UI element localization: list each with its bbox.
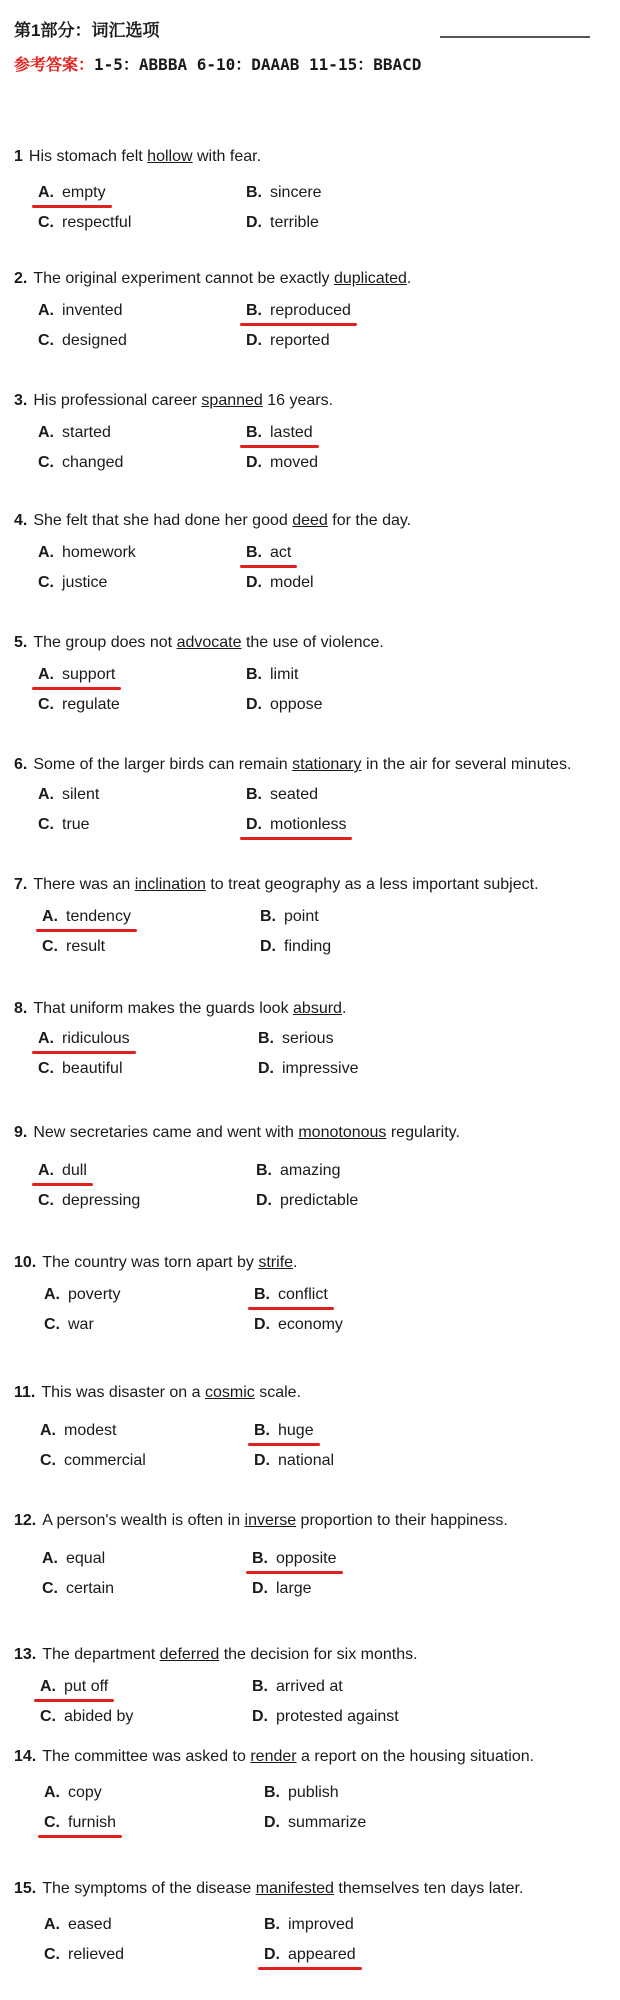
option-letter: A. xyxy=(38,786,54,803)
question-4 xyxy=(0,512,620,632)
option-d xyxy=(252,1580,312,1598)
keyword: advocate xyxy=(176,634,242,651)
option-text: copy xyxy=(68,1784,102,1801)
option-c xyxy=(40,1452,146,1470)
option-text: commercial xyxy=(64,1452,146,1469)
option-text: depressing xyxy=(62,1192,141,1209)
option-text: act xyxy=(270,544,292,561)
option-text: opposite xyxy=(276,1550,337,1567)
option-c xyxy=(38,332,127,350)
stem-text: The group does not xyxy=(33,634,177,651)
stem-text: to treat geography as a less important subject. xyxy=(205,876,539,893)
stem-text: Some of the larger birds can remain xyxy=(33,756,293,773)
option-d xyxy=(246,332,330,350)
option-letter: A. xyxy=(38,1030,54,1047)
option-letter: B. xyxy=(254,1422,270,1439)
option-text: modest xyxy=(64,1422,117,1439)
keyword: strife xyxy=(258,1254,294,1271)
option-text: poverty xyxy=(68,1286,121,1303)
option-b xyxy=(252,1550,337,1568)
option-c xyxy=(38,574,107,592)
question-stem xyxy=(14,392,333,410)
option-c xyxy=(38,696,120,714)
option-text: ridiculous xyxy=(62,1030,130,1047)
option-c xyxy=(42,938,105,956)
stem-text: with fear. xyxy=(192,148,262,165)
question-6 xyxy=(0,756,620,876)
option-letter: D. xyxy=(258,1060,274,1077)
option-a xyxy=(38,424,111,442)
option-c xyxy=(44,1316,94,1334)
option-letter: C. xyxy=(38,1192,54,1209)
option-letter: D. xyxy=(246,696,262,713)
option-b xyxy=(264,1916,354,1934)
option-letter: A. xyxy=(38,184,54,201)
question-stem xyxy=(14,876,539,894)
option-b xyxy=(260,908,319,926)
question-1 xyxy=(0,148,620,268)
question-number: 10. xyxy=(14,1254,37,1271)
option-text: abided by xyxy=(64,1708,134,1725)
question-stem xyxy=(14,1880,523,1898)
keyword: cosmic xyxy=(204,1384,255,1401)
option-text: amazing xyxy=(280,1162,341,1179)
option-text: summarize xyxy=(288,1814,367,1831)
question-number: 1 xyxy=(14,148,23,165)
keyword: manifested xyxy=(255,1880,334,1897)
option-text: protested against xyxy=(276,1708,399,1725)
stem-text: . xyxy=(293,1254,298,1271)
option-text: impressive xyxy=(282,1060,359,1077)
option-b xyxy=(246,184,322,202)
option-text: arrived at xyxy=(276,1678,343,1695)
question-stem xyxy=(14,1646,418,1664)
option-letter: A. xyxy=(40,1422,56,1439)
question-2 xyxy=(0,270,620,390)
option-c xyxy=(42,1580,114,1598)
stem-text: His stomach felt xyxy=(28,148,148,165)
stem-text: . xyxy=(341,1000,347,1017)
question-10 xyxy=(0,1254,620,1374)
option-letter: B. xyxy=(264,1916,280,1933)
option-b xyxy=(246,544,291,562)
stem-text: This was disaster on a xyxy=(41,1384,205,1401)
question-stem xyxy=(14,1254,297,1272)
option-text: oppose xyxy=(270,696,323,713)
option-text: motionless xyxy=(270,816,347,833)
option-text: predictable xyxy=(280,1192,359,1209)
stem-text: The original experiment cannot be exactly xyxy=(33,270,334,287)
option-d xyxy=(254,1452,334,1470)
option-text: sincere xyxy=(270,184,322,201)
option-a xyxy=(44,1286,120,1304)
option-text: equal xyxy=(66,1550,106,1567)
option-text: publish xyxy=(288,1784,339,1801)
option-c xyxy=(38,454,123,472)
header-title: 第1部分：词汇选项 xyxy=(14,21,160,40)
option-a xyxy=(38,302,123,320)
question-stem xyxy=(14,1748,534,1766)
option-letter: C. xyxy=(44,1316,60,1333)
option-text: relieved xyxy=(68,1946,125,1963)
option-text: economy xyxy=(278,1316,343,1333)
stem-text: in the air for several minutes. xyxy=(361,756,572,773)
keyword: deed xyxy=(292,512,328,529)
stem-text: The committee was asked to xyxy=(42,1748,251,1765)
stem-text: scale. xyxy=(254,1384,302,1401)
question-number: 8. xyxy=(14,1000,28,1017)
option-b xyxy=(246,424,313,442)
option-letter: C. xyxy=(40,1708,56,1725)
option-letter: B. xyxy=(246,184,262,201)
question-stem xyxy=(14,148,261,166)
option-letter: B. xyxy=(258,1030,274,1047)
option-letter: D. xyxy=(260,938,276,955)
option-d xyxy=(246,574,314,592)
option-letter: A. xyxy=(38,544,54,561)
option-text: huge xyxy=(278,1422,314,1439)
stem-text: His professional career xyxy=(33,392,202,409)
option-letter: C. xyxy=(42,938,58,955)
question-stem xyxy=(14,270,411,288)
stem-text: That uniform makes the guards look xyxy=(33,1000,294,1017)
question-9 xyxy=(0,1124,620,1244)
stem-text: for the day. xyxy=(327,512,412,529)
option-letter: A. xyxy=(38,302,54,319)
option-text: tendency xyxy=(66,908,131,925)
option-letter: D. xyxy=(246,454,262,471)
stem-text: the decision for six months. xyxy=(219,1646,418,1663)
option-letter: B. xyxy=(260,908,276,925)
option-letter: A. xyxy=(42,908,58,925)
keyword: render xyxy=(250,1748,297,1765)
question-stem xyxy=(14,512,411,530)
option-letter: C. xyxy=(38,816,54,833)
option-text: moved xyxy=(270,454,319,471)
keyword: inverse xyxy=(244,1512,297,1529)
option-c xyxy=(40,1708,133,1726)
option-b xyxy=(246,786,318,804)
option-a xyxy=(38,786,99,804)
header-mark xyxy=(440,36,590,38)
question-number: 13. xyxy=(14,1646,37,1663)
keyword: hollow xyxy=(147,148,193,165)
option-text: respectful xyxy=(62,214,132,231)
stem-text: The symptoms of the disease xyxy=(42,1880,256,1897)
option-a xyxy=(38,1030,130,1048)
question-number: 2. xyxy=(14,270,28,287)
option-b xyxy=(252,1678,343,1696)
option-letter: B. xyxy=(246,544,262,561)
option-text: silent xyxy=(62,786,100,803)
question-number: 3. xyxy=(14,392,28,409)
question-stem xyxy=(14,1000,346,1018)
option-letter: B. xyxy=(246,786,262,803)
option-letter: C. xyxy=(40,1452,56,1469)
question-stem xyxy=(14,634,384,652)
option-text: conflict xyxy=(278,1286,328,1303)
option-letter: D. xyxy=(254,1452,270,1469)
option-letter: B. xyxy=(246,424,262,441)
keyword: duplicated xyxy=(333,270,407,287)
option-text: terrible xyxy=(270,214,319,231)
option-letter: C. xyxy=(38,574,54,591)
option-a xyxy=(44,1784,102,1802)
keyword: absurd xyxy=(293,1000,342,1017)
option-letter: A. xyxy=(38,424,54,441)
option-text: reported xyxy=(270,332,330,349)
option-c xyxy=(38,816,90,834)
keyword: stationary xyxy=(292,756,362,773)
question-number: 9. xyxy=(14,1124,28,1141)
option-text: result xyxy=(66,938,106,955)
option-text: empty xyxy=(62,184,106,201)
option-b xyxy=(246,302,351,320)
stem-text: . xyxy=(406,270,412,287)
option-letter: B. xyxy=(252,1550,268,1567)
option-d xyxy=(246,214,319,232)
option-text: designed xyxy=(62,332,127,349)
option-letter: C. xyxy=(38,696,54,713)
option-text: justice xyxy=(62,574,108,591)
option-letter: C. xyxy=(38,214,54,231)
answer-key xyxy=(14,52,421,75)
keyword: deferred xyxy=(159,1646,220,1663)
option-a xyxy=(42,1550,105,1568)
option-c xyxy=(38,1192,140,1210)
option-d xyxy=(260,938,331,956)
answer-key-label: 参考答案： xyxy=(14,55,95,74)
option-a xyxy=(38,544,136,562)
question-8 xyxy=(0,1000,620,1120)
question-7 xyxy=(0,876,620,996)
stem-text: themselves ten days later. xyxy=(333,1880,524,1897)
option-text: furnish xyxy=(68,1814,117,1831)
option-letter: D. xyxy=(264,1814,280,1831)
option-letter: D. xyxy=(254,1316,270,1333)
option-text: seated xyxy=(270,786,319,803)
option-text: started xyxy=(62,424,111,441)
option-c xyxy=(38,1060,123,1078)
option-text: large xyxy=(276,1580,312,1597)
option-text: appeared xyxy=(288,1946,356,1963)
option-letter: A. xyxy=(44,1916,60,1933)
question-5 xyxy=(0,634,620,754)
question-number: 5. xyxy=(14,634,28,651)
option-text: true xyxy=(62,816,90,833)
option-text: changed xyxy=(62,454,124,471)
option-c xyxy=(44,1814,116,1832)
stem-text: There was an xyxy=(33,876,135,893)
question-number: 12. xyxy=(14,1512,37,1529)
option-text: dull xyxy=(62,1162,87,1179)
option-text: certain xyxy=(66,1580,115,1597)
option-letter: D. xyxy=(246,574,262,591)
option-text: reproduced xyxy=(270,302,351,319)
question-number: 11. xyxy=(14,1384,36,1401)
option-letter: D. xyxy=(252,1580,268,1597)
question-number: 7. xyxy=(14,876,28,893)
option-letter: C. xyxy=(42,1580,58,1597)
option-d xyxy=(264,1946,356,1964)
option-a xyxy=(44,1916,112,1934)
option-d xyxy=(252,1708,399,1726)
option-d xyxy=(246,454,318,472)
option-letter: A. xyxy=(38,1162,54,1179)
option-d xyxy=(256,1192,358,1210)
option-text: national xyxy=(278,1452,335,1469)
option-letter: D. xyxy=(256,1192,272,1209)
question-stem xyxy=(14,1384,301,1402)
question-12 xyxy=(0,1512,620,1632)
option-text: support xyxy=(62,666,116,683)
option-b xyxy=(254,1422,314,1440)
answer-key-text: 1-5：ABBBA 6-10：DAAAB 11-15：BBACD xyxy=(94,55,422,74)
option-text: model xyxy=(270,574,314,591)
question-number: 4. xyxy=(14,512,28,529)
stem-text: The department xyxy=(42,1646,160,1663)
option-letter: A. xyxy=(38,666,54,683)
option-text: eased xyxy=(68,1916,112,1933)
option-letter: C. xyxy=(44,1814,60,1831)
stem-text: proportion to their happiness. xyxy=(296,1512,508,1529)
option-letter: A. xyxy=(42,1550,58,1567)
option-a xyxy=(40,1422,116,1440)
option-letter: B. xyxy=(264,1784,280,1801)
option-letter: A. xyxy=(44,1784,60,1801)
option-letter: B. xyxy=(246,302,262,319)
stem-text: the use of violence. xyxy=(241,634,384,651)
question-number: 14. xyxy=(14,1748,37,1765)
question-11 xyxy=(0,1384,620,1504)
option-d xyxy=(254,1316,343,1334)
option-b xyxy=(246,666,298,684)
question-number: 6. xyxy=(14,756,28,773)
option-d xyxy=(246,696,323,714)
option-b xyxy=(264,1784,339,1802)
option-letter: D. xyxy=(264,1946,280,1963)
question-stem xyxy=(14,1124,460,1142)
keyword: monotonous xyxy=(298,1124,387,1141)
stem-text: New secretaries came and went with xyxy=(33,1124,299,1141)
stem-text: The country was torn apart by xyxy=(42,1254,259,1271)
option-text: lasted xyxy=(270,424,313,441)
stem-text: a report on the housing situation. xyxy=(296,1748,535,1765)
option-c xyxy=(38,214,131,232)
option-letter: C. xyxy=(38,454,54,471)
option-letter: A. xyxy=(40,1678,56,1695)
option-letter: C. xyxy=(38,332,54,349)
option-letter: C. xyxy=(38,1060,54,1077)
question-stem xyxy=(14,1512,508,1530)
question-stem xyxy=(14,756,571,774)
keyword: spanned xyxy=(201,392,263,409)
option-letter: B. xyxy=(256,1162,272,1179)
option-letter: D. xyxy=(246,816,262,833)
option-b xyxy=(254,1286,328,1304)
option-text: put off xyxy=(64,1678,109,1695)
option-letter: B. xyxy=(254,1286,270,1303)
question-number: 15. xyxy=(14,1880,37,1897)
option-text: improved xyxy=(288,1916,354,1933)
question-14 xyxy=(0,1748,620,1868)
option-text: point xyxy=(284,908,319,925)
option-text: invented xyxy=(62,302,123,319)
option-text: beautiful xyxy=(62,1060,123,1077)
option-a xyxy=(42,908,131,926)
option-text: finding xyxy=(284,938,332,955)
question-3 xyxy=(0,392,620,512)
option-a xyxy=(40,1678,108,1696)
option-d xyxy=(258,1060,358,1078)
question-15 xyxy=(0,1880,620,2000)
option-letter: B. xyxy=(252,1678,268,1695)
option-text: homework xyxy=(62,544,136,561)
option-letter: D. xyxy=(252,1708,268,1725)
option-text: regulate xyxy=(62,696,120,713)
option-d xyxy=(246,816,346,834)
option-a xyxy=(38,1162,87,1180)
option-letter: D. xyxy=(246,214,262,231)
option-b xyxy=(258,1030,334,1048)
option-d xyxy=(264,1814,366,1832)
option-b xyxy=(256,1162,340,1180)
stem-text: regularity. xyxy=(386,1124,460,1141)
option-letter: C. xyxy=(44,1946,60,1963)
option-text: serious xyxy=(282,1030,334,1047)
option-a xyxy=(38,184,106,202)
option-text: war xyxy=(68,1316,94,1333)
option-a xyxy=(38,666,115,684)
option-letter: A. xyxy=(44,1286,60,1303)
keyword: inclination xyxy=(134,876,206,893)
option-c xyxy=(44,1946,124,1964)
stem-text: A person's wealth is often in xyxy=(42,1512,245,1529)
option-letter: B. xyxy=(246,666,262,683)
option-letter: D. xyxy=(246,332,262,349)
stem-text: 16 years. xyxy=(262,392,334,409)
stem-text: She felt that she had done her good xyxy=(33,512,293,529)
option-text: limit xyxy=(270,666,299,683)
